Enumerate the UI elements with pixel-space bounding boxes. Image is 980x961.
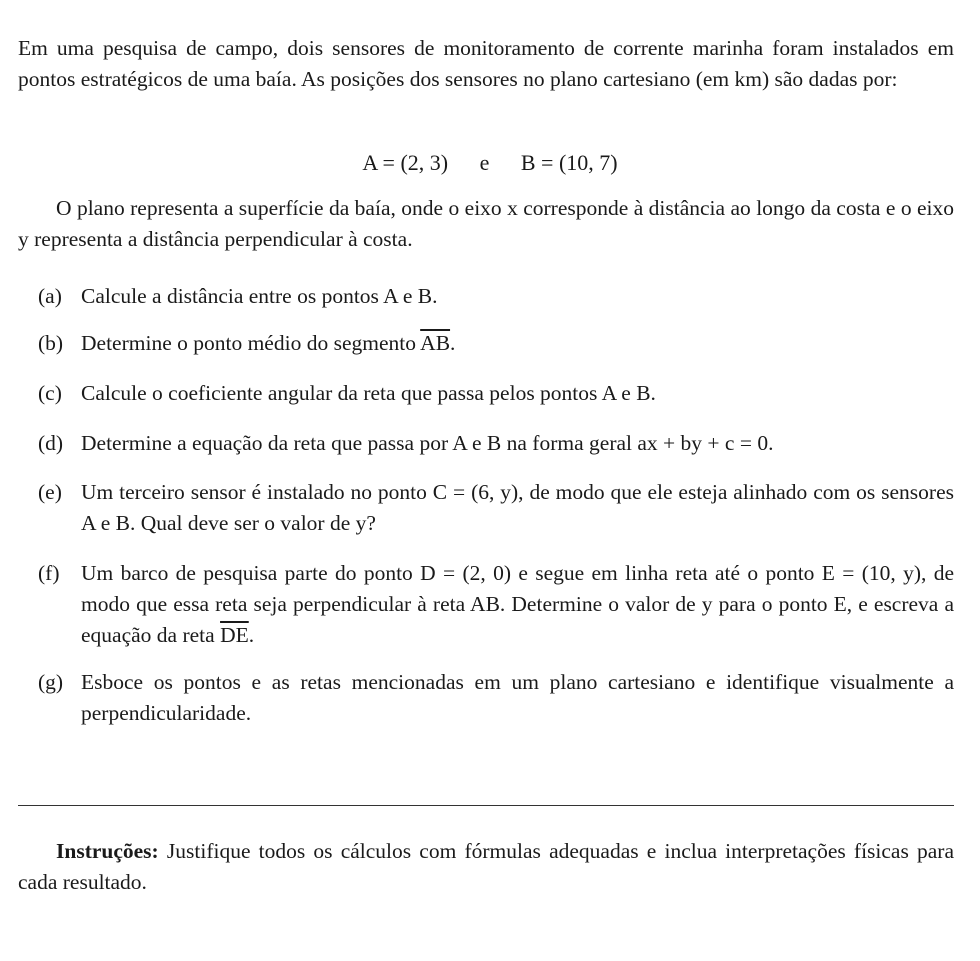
question-label: (g) (38, 670, 64, 694)
question-c (38, 378, 954, 409)
intro-paragraph: Em uma pesquisa de campo, dois sensores de monitoramento de corrente marinha foram instalados em pontos estratégicos de uma baía. As posições dos sensores no plano cartesiano (em km) são dadas por: (18, 36, 954, 91)
question-text: Determine a equação da reta que passa por A e B na forma geral ax + by + c = 0. (81, 431, 774, 455)
question-e (38, 477, 954, 539)
points-separator: e (479, 150, 490, 175)
question-text-after: . (450, 331, 456, 355)
question-label: (b) (38, 331, 64, 355)
question-label: (c) (38, 381, 62, 405)
instructions-paragraph (18, 836, 954, 898)
point-b: B = (10, 7) (520, 150, 618, 175)
question-label: (e) (38, 480, 62, 504)
question-text-after: . (248, 623, 255, 647)
instructions-text: Justifique todos os cálculos com fórmulas adequadas e inclua interpretações físicas para cada resultado. (18, 839, 954, 894)
question-text-before: Um barco de pesquisa parte do ponto D = (2, 0) e segue em linha reta até o ponto E = (10, y), de modo que essa reta seja perpendicular à reta AB. Determine o valor de y para o ponto E, e escreva a equação da reta (81, 561, 954, 647)
question-d (38, 428, 954, 459)
question-text: Calcule o coeficiente angular da reta que passa pelos pontos A e B. (81, 381, 656, 405)
points-equation (0, 147, 980, 178)
question-text: Esboce os pontos e as retas mencionadas em um plano cartesiano e identifique visualmente a perpendicularidade. (81, 670, 954, 725)
segment-ab: $\overline{AB}$ (420, 331, 451, 355)
question-label: (f) (38, 561, 60, 585)
segment-de: $\overline{DE}$ (220, 623, 249, 647)
question-b (38, 328, 954, 359)
instructions-heading: Instruções: (56, 839, 159, 863)
question-label: (a) (38, 284, 62, 308)
point-a: A = (2, 3) (362, 150, 449, 175)
question-text (81, 328, 954, 359)
question-g (38, 667, 954, 729)
question-a (38, 281, 954, 312)
question-label: (d) (38, 431, 64, 455)
question-f (38, 558, 954, 651)
question-text: Calcule a distância entre os pontos A e B. (81, 284, 438, 308)
question-text (81, 558, 954, 651)
divider (18, 805, 954, 806)
question-text-before: Determine o ponto médio do segmento (81, 331, 421, 355)
context-paragraph: O plano representa a superfície da baía, onde o eixo x corresponde à distância ao longo da costa e o eixo y representa a distância perpendicular à costa. (18, 196, 954, 251)
question-text: Um terceiro sensor é instalado no ponto C = (6, y), de modo que ele esteja alinhado com os sensores A e B. Qual deve ser o valor de y? (81, 480, 954, 535)
